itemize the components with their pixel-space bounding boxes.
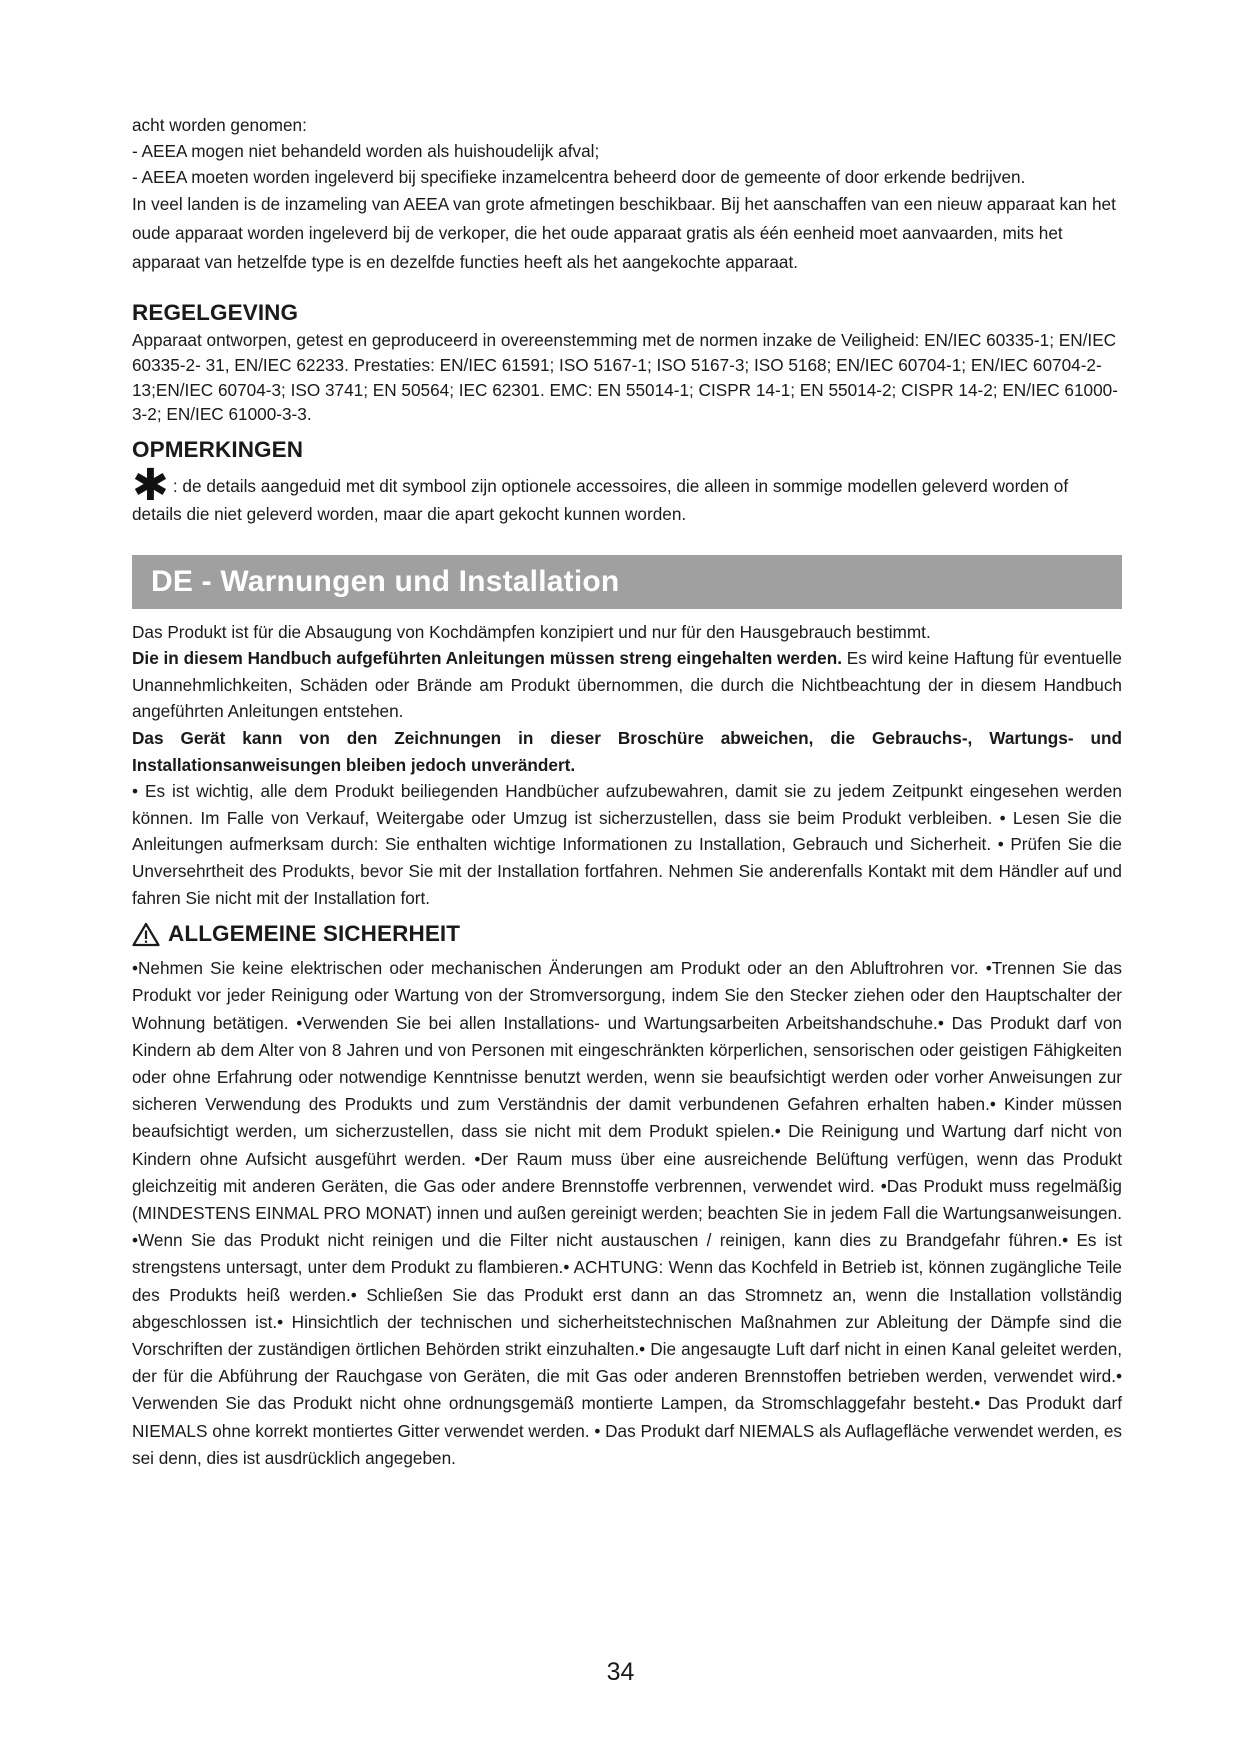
de-paragraph-3-bold: Das Gerät kann von den Zeichnungen in dieser Broschüre abweichen, die Gebrauchs-, Wartungs- und Installationsanweisungen bleiben jedoch unverändert.	[132, 727, 1122, 775]
page-number: 34	[606, 1658, 635, 1686]
warning-triangle-icon	[132, 922, 160, 947]
asterisk-icon: ✱	[132, 461, 169, 511]
weee-intro	[132, 112, 1122, 277]
de-paragraph-1: Das Produkt ist für die Absaugung von Kochdämpfen konzipiert und nur für den Hausgebrauch bestimmt.	[132, 621, 931, 642]
regelgeving-text: Apparaat ontworpen, getest en geproduceerd in overeenstemming met de normen inzake de Veiligheid: EN/IEC 60335-1; EN/IEC 60335-2- 31, EN/IEC 62233. Prestaties: EN/IEC 61591; ISO 5167-1; ISO 5167-3; ISO 5168; EN/IEC 60704-1; EN/IEC 60704-2-13;EN/IEC 60704-3; ISO 3741; EN 50564; IEC 62301. EMC: EN 55014-1; CISPR 14-1; EN 55014-2; CISPR 14-2; EN/IEC 61000-3-2; EN/IEC 61000-3-3.	[132, 330, 1118, 425]
opmerkingen-text: : de details aangeduid met dit symbool zijn optionele accessoires, die alleen in sommige modellen geleverd worden of details die niet geleverd worden, maar die apart gekocht kunnen worden.	[132, 476, 1069, 525]
de-intro-section	[132, 619, 1122, 912]
section-banner-title: DE - Warnungen und Installation	[151, 564, 620, 598]
safety-section	[132, 955, 1122, 1472]
de-paragraph-2	[132, 645, 1122, 725]
opmerkingen-text-block	[132, 461, 1122, 528]
safety-heading-row	[132, 919, 1122, 949]
de-paragraph-2-bold: Die in diesem Handbuch aufgeführten Anleitungen müssen streng eingehalten werden.	[132, 648, 842, 669]
safety-text: •Nehmen Sie keine elektrischen oder mechanischen Änderungen am Produkt oder an den Abluftrohren vor. •Trennen Sie das Produkt vor jeder Reinigung oder Wartung von der Stromversorgung, indem Sie den Stecker ziehen oder den Hauptschalter der Wohnung betätigen. •Verwenden Sie bei allen Installations- und Wartungsarbeiten Arbeitshandschuhe.• Das Produkt darf von Kindern ab dem Alter von 8 Jahren und von Personen mit eingeschränkten körperlichen, sensorischen oder geistigen Fähigkeiten oder ohne Erfahrung oder notwendige Kenntnisse benutzt werden, wenn sie beaufsichtigt werden oder vorher Anweisungen zur sicheren Verwendung des Produkts und zum Verständnis der damit verbundenen Gefahren erhalten haben.• Kinder müssen beaufsichtigt werden, um sicherzustellen, dass sie nicht mit dem Produkt spielen.• Die Reinigung und Wartung darf nicht von Kindern ohne Aufsicht ausgeführt werden. •Der Raum muss über eine ausreichende Belüftung verfügen, wenn das Produkt gleichzeitig mit anderen Geräten, die Gas oder andere Brennstoffe verbrennen, verwendet wird. •Das Produkt muss regelmäßig (MINDESTENS EINMAL PRO MONAT) innen und außen gereinigt werden; beachten Sie in jedem Fall die Wartungsanweisungen. •Wenn Sie das Produkt nicht reinigen und die Filter nicht austauschen / reinigen, kann dies zu Brandgefahr führen.• Es ist strengstens untersagt, unter dem Produkt zu flambieren.• ACHTUNG: Wenn das Kochfeld in Betrieb ist, können zugängliche Teile des Produkts heiß werden.• Schließen Sie das Produkt erst dann an das Stromnetz an, wenn die Installation vollständig abgeschlossen ist.• Hinsichtlich der technischen und sicherheitstechnischen Maßnahmen zur Ableitung der Dämpfe sind die Vorschriften der zuständigen örtlichen Behörden strikt einzuhalten.• Die angesaugte Luft darf nicht in einen Kanal geleitet werden, der für die Abführung der Rauchgase von Geräten, die mit Gas oder anderen Brennstoffen betrieben werden, verwendet wird.• Verwenden Sie das Produkt nicht ohne ordnungsgemäß montierte Lampen, da Stromschlaggefahr besteht.• Das Produkt darf NIEMALS ohne korrekt montiertes Gitter verwendet werden. • Das Produkt darf NIEMALS als Auflagefläche verwendet werden, es sei denn, dies ist ausdrücklich angegeben.	[132, 958, 1122, 1468]
regelgeving-body	[132, 328, 1122, 427]
opmerkingen-heading: OPMERKINGEN	[132, 437, 304, 463]
de-paragraph-2-rest: Es wird keine Haftung für eventuelle Unannehmlichkeiten, Schäden oder Brände am Produkt übernommen, die durch die Nichtbeachtung der in diesem Handbuch angeführten Anleitungen entstehen.	[132, 648, 1122, 722]
safety-heading: ALLGEMEINE SICHERHEIT	[168, 921, 461, 947]
section-banner	[132, 555, 1122, 609]
intro-line-4: In veel landen is de inzameling van AEEA van grote afmetingen beschikbaar. Bij het aanschaffen van een nieuw apparaat kan het oude apparaat worden ingeleverd bij de verkoper, die het oude apparaat gratis als één eenheid moet aanvaarden, mits het apparaat van hetzelfde type is en dezelfde functies heeft als het aangekochte apparaat.	[132, 194, 1116, 272]
intro-line-2: - AEEA mogen niet behandeld worden als huishoudelijk afval;	[132, 141, 600, 161]
de-paragraph-4: • Es ist wichtig, alle dem Produkt beiliegenden Handbücher aufzubewahren, damit sie zu jedem Zeitpunkt eingesehen werden können. Im Falle von Verkauf, Weitergabe oder Umzug ist sicherzustellen, dass sie beim Produkt verbleiben. • Lesen Sie die Anleitungen aufmerksam durch: Sie enthalten wichtige Informationen zu Installation, Gebrauch und Sicherheit. • Prüfen Sie die Unversehrtheit des Produkts, bevor Sie mit der Installation fortfahren. Nehmen Sie anderenfalls Kontakt mit dem Händler auf und fahren Sie nicht mit der Installation fort.	[132, 781, 1122, 908]
intro-line-1: acht worden genomen:	[132, 115, 307, 135]
document-page	[132, 112, 1122, 1472]
regelgeving-heading: REGELGEVING	[132, 300, 299, 325]
intro-line-3: - AEEA moeten worden ingeleverd bij specifieke inzamelcentra beheerd door de gemeente of door erkende bedrijven.	[132, 167, 1026, 187]
de-paragraph-3	[132, 725, 1122, 778]
